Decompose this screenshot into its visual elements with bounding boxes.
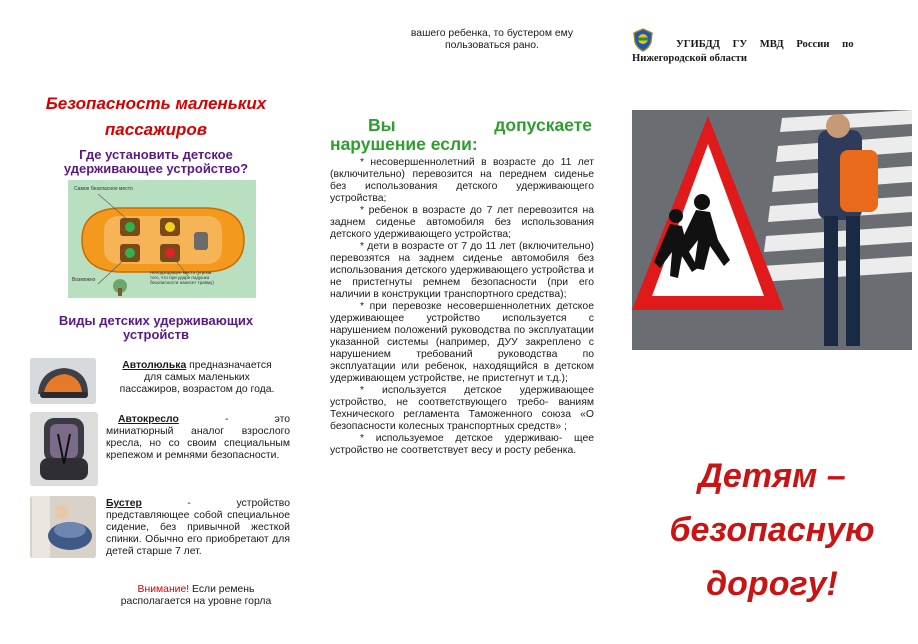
org-line-1: УГИБДД ГУ МВД России по bbox=[676, 39, 854, 50]
types-heading bbox=[30, 314, 282, 342]
booster-name: Бустер bbox=[106, 498, 142, 509]
infant-carrier-line-2: для самых маленьких bbox=[144, 372, 250, 383]
violation-heading bbox=[330, 116, 592, 154]
slogan-line-2: безопасную bbox=[669, 511, 875, 549]
placement-question-line-1: Где установить детское bbox=[79, 147, 233, 162]
booster-description bbox=[106, 498, 290, 558]
violation-item: * ребенок в возрасте до 7 лет перевозится на заднем сиденье автомобиля без использования детского удерживающего устройства; bbox=[330, 205, 594, 240]
organization-header bbox=[676, 38, 906, 51]
car-seat-placement-diagram-icon bbox=[68, 180, 256, 298]
diagram-label-right-3: безопасности нанесет травму) bbox=[150, 280, 214, 285]
left-title-line-2: пассажиров bbox=[104, 120, 208, 139]
infant-carrier-name: Автолюлька bbox=[122, 360, 187, 371]
slogan-line-1: Детям – bbox=[698, 457, 846, 495]
violation-item: * используется детское удерживающее устройство, не соответствующего требо- ваниям Технического регламента Таможенного союза «О безопасности колесных транспортных средств» ; bbox=[330, 385, 594, 432]
placement-question-line-2: удерживающее устройство? bbox=[63, 161, 249, 176]
booster-seat-icon bbox=[30, 496, 96, 558]
continuation-line-2: пользоваться рано. bbox=[445, 40, 539, 51]
diagram-label-top: Самое безопасное место bbox=[74, 186, 133, 192]
car-seat-text: миниатюрный аналог взрослого кресла, но со своим специальным крепежом и ремнями безопасности. bbox=[106, 426, 290, 461]
car-seat-dash: - bbox=[224, 414, 229, 425]
diagram-label-right-2: того, что при ударе подушка bbox=[150, 275, 210, 280]
types-heading-line-1: Виды детских удерживающих bbox=[58, 313, 254, 328]
continuation-text bbox=[388, 28, 596, 52]
car-seat-icon bbox=[30, 412, 98, 486]
traffic-police-emblem-icon bbox=[632, 28, 654, 52]
warning-text-1: Если ремень bbox=[189, 584, 255, 595]
slogan-line-3: дорогу! bbox=[706, 565, 838, 603]
violation-item: * несовершеннолетний в возрасте до 11 лет (включительно) перевозится на переднем сиденье без использования детского удерживающего устройства; bbox=[330, 157, 594, 204]
booster-word: устройство bbox=[236, 498, 290, 509]
infant-carrier-description bbox=[104, 360, 290, 396]
booster-text: представляющее собой специальное сидение, без привычной жесткой спинки. Обычно его приобретают для детей старше 7 лет. bbox=[106, 510, 290, 557]
violation-heading-line-2: нарушение если: bbox=[330, 134, 478, 154]
children-crossing-road-sign-photo-icon bbox=[632, 110, 912, 350]
violation-item: * дети в возрасте от 7 до 11 лет (включительно) перевозятся на заднем сиденье автомобиля без использования детского удерживающего устройства и не пристегнуты ремнем безопасности (при его наличии в конструкции транспортного средства); bbox=[330, 241, 594, 300]
infant-carrier-line-3: пассажиров, возрастом до года. bbox=[119, 384, 275, 395]
left-title-line-1: Безопасность маленьких bbox=[45, 94, 267, 113]
slogan bbox=[632, 456, 912, 604]
car-seat-word: это bbox=[274, 414, 290, 425]
booster-warning bbox=[96, 584, 296, 608]
car-seat-name: Автокресло bbox=[118, 414, 179, 425]
org-line-2: Нижегородской области bbox=[632, 53, 747, 64]
diagram-label-right bbox=[150, 270, 254, 285]
warning-label: Внимание! bbox=[137, 584, 190, 595]
warning-text-2: располагается на уровне горла bbox=[120, 596, 272, 607]
infant-carrier-line-1: предназначается bbox=[186, 360, 272, 371]
placement-question bbox=[30, 148, 282, 176]
continuation-line-1: вашего ребенка, то бустером ему bbox=[410, 28, 574, 39]
violation-heading-word-2: допускаете bbox=[494, 115, 592, 135]
violation-list bbox=[330, 157, 594, 457]
types-heading-line-2: устройств bbox=[123, 327, 189, 342]
diagram-label-right-1: Неподходящее место (угроза bbox=[150, 270, 212, 275]
violation-item: * при перевозке несовершеннолетних детское удерживающее устройство используется с нарушением положений руководства по эксплуатации указанной системы (например, ДУУ закреплено с нарушением требований руководства по эксплуатации или ребенок, находящийся в детском удерживающем устройстве, не пристегнут и т.д.); bbox=[330, 301, 594, 384]
infant-carrier-icon bbox=[30, 358, 96, 404]
violation-item: * используемое детское удерживаю- щее устройство не соответствует весу и росту ребенка. bbox=[330, 433, 594, 456]
diagram-label-left: Возможно bbox=[72, 277, 96, 283]
booster-dash: - bbox=[187, 498, 191, 509]
violation-heading-word-1: Вы bbox=[368, 115, 396, 135]
car-seat-description bbox=[106, 414, 290, 462]
